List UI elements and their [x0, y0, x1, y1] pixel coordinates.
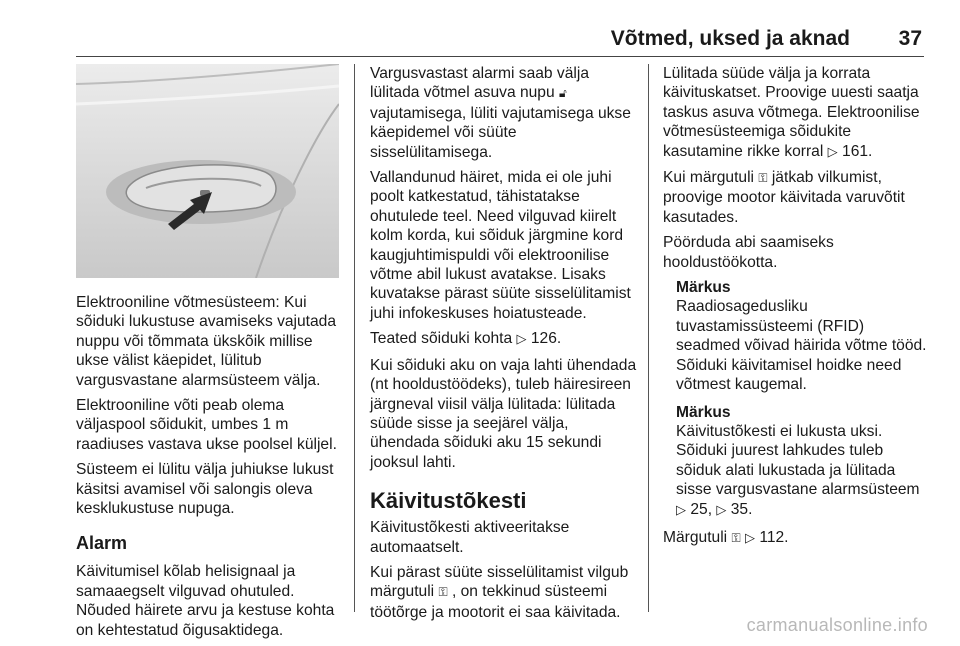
arrow-reference-icon: ▷ [516, 332, 527, 348]
paragraph [370, 64, 640, 162]
paragraph: Süsteem ei lülitu välja juhiukse lukust käsitsi avamisel või salongis oleva kesklukustuse nupuga. [76, 461, 334, 518]
column-2 [370, 64, 640, 628]
paragraph-text: Teated sõiduki kohta [370, 330, 513, 348]
paragraph-text: , on tekkinud süsteemi töötõrge ja mootorit ei saa käivitada. [370, 583, 621, 621]
door-handle-drawing [76, 64, 339, 278]
note-text: Raadiosagedusliku tuvastamissüsteemi (RFID) seadmed võivad häirida võtme tööd. Sõiduki käivitamisel hoidke need võtmest kaugemal. [676, 298, 927, 394]
car-key-icon: ⚿ [758, 171, 768, 186]
page-reference-link[interactable]: 112. [759, 528, 789, 546]
paragraph-text: jätkab vilkumist, proovige mootor käivitada varuvõtit kasutades. [663, 169, 905, 226]
paragraph: Pöörduda abi saamiseks hooldustöökotta. [663, 234, 834, 271]
paragraph: Elektrooniline võti peab olema väljaspool sõidukit, umbes 1 m raadiuses vastava ukse poolsel küljel. [76, 397, 337, 453]
note-title: Märkus [676, 403, 731, 421]
paragraph-text: Kui märgutuli [663, 169, 755, 187]
page-reference-link[interactable]: 161. [842, 142, 873, 160]
paragraph-text: Kui pärast süüte sisselülitamist vilgub märgutuli [370, 563, 629, 601]
arrow-reference-icon: ▷ [827, 144, 838, 160]
page-reference-link[interactable]: 25, [690, 500, 713, 518]
paragraph [663, 168, 929, 227]
paragraph-text: Vargusvastast alarmi saab välja lülitada võtmel asuva nupu [370, 65, 589, 102]
chapter-title: Võtmed, uksed ja aknad [610, 27, 850, 50]
padlock-icon: 🔓︎ [559, 86, 567, 101]
arrow-reference-icon: ▷ [676, 502, 686, 518]
car-key-icon: ⚿ [438, 585, 448, 600]
page-reference-link[interactable]: 126. [530, 330, 562, 348]
header-rule [76, 56, 924, 57]
column-divider-1 [354, 64, 355, 612]
paragraph: Käivitustõkesti aktiveeritakse automaatselt. [370, 519, 570, 556]
door-handle-illustration [76, 64, 339, 278]
paragraph-text: Lülitada süüde välja ja korrata käivituskatset. Proovige uuesti saatja taskus asuva võtmega. Elektroonilise võtmesüsteemiga sõidukite kasutamine rikke korral [663, 65, 920, 160]
arrow-reference-icon: ▷ [716, 502, 727, 518]
column-1 [76, 293, 346, 646]
note-box-2 [663, 403, 929, 520]
section-heading-alarm: Alarm [76, 533, 128, 554]
paragraph-text: vajutamisega, lüliti vajutamisega ukse käepidemel või süüte sisselülitamisega. [370, 104, 631, 161]
note-text: Käivitustõkesti ei lukusta uksi. Sõiduki juurest lahkudes tuleb sõiduk alati lukustada ja lülitada sisse vargusvastane alarmsüsteem [676, 422, 920, 499]
page-reference-link[interactable]: 35. [730, 500, 753, 518]
page-number: 37 [898, 27, 922, 50]
note-box-1 [663, 278, 929, 394]
paragraph: Vallandunud häiret, mida ei ole juhi poolt katkestatud, tähistatakse ohutulede teel. Need vilguvad kiirelt kolm korda, kui sõiduk järgmine kord kaugjuhtimispuldi või elektroonilise võtme abil lukust avatakse. Lisaks kuvatakse pärast süüte sisselülitamist juhi infokeskuses hoiatusteade. [370, 169, 631, 322]
car-key-icon: ⚿ [731, 530, 741, 545]
paragraph: Elektrooniline võtmesüsteem: Kui sõiduki lukustuse avamiseks vajutada nuppu või tõmmata ükskõik millise ukse välist käepidet, lülitub vargusvastane alarmsüsteem välja. [76, 294, 337, 389]
paragraph-text: Märgutuli [663, 528, 728, 546]
paragraph: Käivitumisel kõlab helisignaal ja samaaegselt vilguvad ohutuled. Nõuded häirete arvu ja kestuse kohta on kehtestatud õigusaktidega. [76, 563, 335, 639]
paragraph: Kui sõiduki aku on vaja lahti ühendada (nt hooldustöödeks), tuleb häiresireen järgneval viisil välja lülitada: lülitada süüde sisse ja seejärel välja, ühendada sõiduki aku 15 sekundi jooksul lahti. [370, 356, 637, 471]
column-divider-2 [648, 64, 649, 612]
column-3 [663, 64, 929, 554]
paragraph [663, 64, 929, 162]
arrow-reference-icon: ▷ [744, 530, 755, 546]
page-header [0, 0, 960, 56]
paragraph [663, 528, 929, 548]
paragraph [370, 563, 640, 622]
paragraph [370, 329, 640, 349]
section-heading-kaivitustokesti: Käivitustõkesti [370, 488, 527, 514]
note-title: Märkus [676, 279, 731, 297]
watermark-logo: carmanualsonline.info [746, 615, 928, 635]
